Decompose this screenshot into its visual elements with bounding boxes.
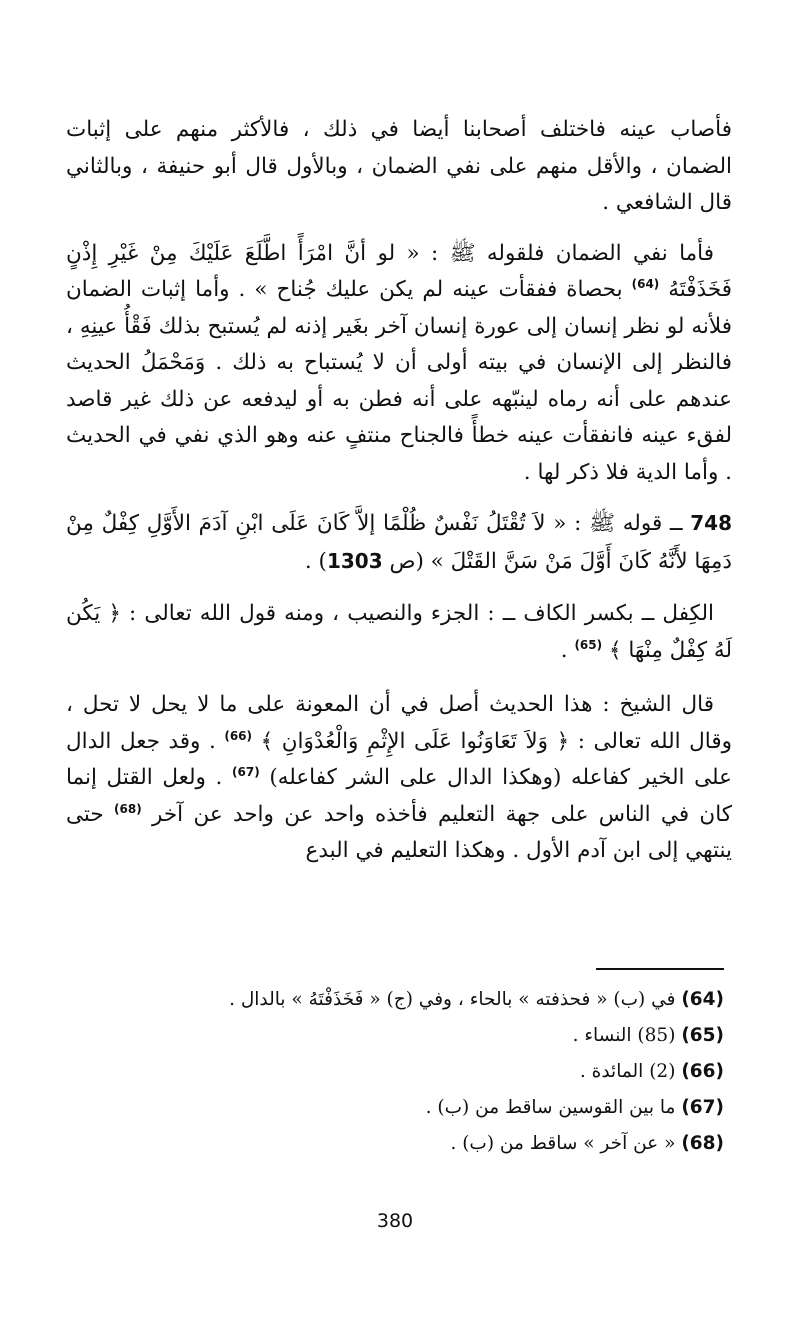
page-number: 380	[376, 1210, 414, 1232]
paragraph-1	[66, 112, 732, 222]
footnote-text: في (ب) « فحذفته » بالحاء ، وفي (ج) « فَخَذَفْتَهُ » بالدال .	[229, 989, 676, 1010]
footnote-number: (64)	[681, 989, 724, 1010]
footnote-number: (68)	[681, 1133, 724, 1154]
hadith-number: 748	[690, 511, 732, 535]
footnote-text: ما بين القوسين ساقط من (ب) .	[425, 1097, 676, 1118]
paragraph-sheikh-text-b: . وقد جعل الدال على الخير كفاعله (وهكذا الدال على الشر كفاعله)	[66, 728, 732, 790]
hadith-text-end: ) .	[304, 548, 327, 574]
footnote-ref-68: (68)	[114, 801, 142, 816]
footnote-ref-66: (66)	[224, 728, 253, 743]
page-body	[66, 112, 732, 870]
paragraph-kifl	[66, 596, 732, 669]
paragraph-sheikh-text-d: حتى ينتهي إلى ابن آدم الأول . وهكذا التعليم في البدع	[66, 801, 732, 863]
footnote-separator	[596, 968, 724, 970]
footnote-item	[124, 1054, 724, 1090]
footnote-text: (85) النساء .	[572, 1025, 676, 1046]
paragraph-1-text: فأصاب عينه فاختلف أصحابنا أيضا في ذلك ، فالأكثر منهم على إثبات الضمان ، والأقل منهم على نفي الضمان ، وبالأول قال أبو حنيفة ، وبالثاني قال الشافعي .	[66, 117, 732, 215]
paragraph-sheikh-text-c: . ولعل القتل إنما كان في الناس على جهة التعليم فأخذه واحد عن واحد عن آخر	[66, 765, 733, 827]
footnote-number: (65)	[681, 1025, 724, 1046]
footnote-item	[124, 1018, 724, 1054]
footnote-ref-67: (67)	[232, 764, 260, 779]
footnote-ref-65: (65)	[574, 637, 603, 652]
paragraph-sheikh-text-a: قال الشيخ : هذا الحديث أصل في أن المعونة على ما لا يحل لا تحل ، وقال الله تعالى : ﴿ وَلاَ تَعَاوَنُوا عَلَى الإِثْمِ وَالْعُدْوَانِ ﴾	[66, 692, 732, 754]
paragraph-hadith-748	[66, 505, 732, 580]
footnote-number: (67)	[681, 1097, 724, 1118]
paragraph-2	[66, 236, 732, 492]
paragraph-2-text-a: فأما نفي الضمان فلقوله ﷺ : « لو أنَّ امْرَأً اطَّلَعَ عَلَيْكَ مِنْ غَيْرِ إِذْنٍ فَخَذَفْتَهُ	[66, 240, 732, 302]
paragraph-2-text-b: بحصاة ففقأت عينه لم يكن عليك جُناح » . وأما إثبات الضمان فلأنه لو نظر إنسان إلى عورة إنسان آخر بغَير إذنه لم يُستبح بذلك فَقْأُ عينِهِ ، فالنظر إلى الإنسان في بيته أولى أن لا يُستباح به ذلك . وَمَحْمَلُ الحديث عندهم على أنه رماه لينبّهه على أنه فطن به أو ليدفعه عن ذلك غير قاصد لفقء عينه فانفقأت عينه خطأً فالجناح منتفٍ عنه وهو الذي نفي في الحديث . وأما الدية فلا ذكر لها .	[66, 277, 732, 485]
footnote-ref-64: (64)	[631, 276, 660, 291]
footnote-item	[124, 1090, 724, 1126]
footnote-item	[124, 1126, 724, 1162]
footnote-item	[124, 982, 724, 1018]
paragraph-kifl-text: الكِفل ــ بكسر الكاف ــ : الجزء والنصيب ، ومنه قول الله تعالى : ﴿ يَكُن لَهُ كِفْلٌ مِنْهَا ﴾	[66, 601, 732, 663]
page-reference: 1303	[326, 548, 383, 573]
hadith-text: ــ قوله ﷺ : « لاَ تُقْتَلُ نَفْسٌ ظُلْمًا إلاَّ كَانَ عَلَى ابْنِ آدَمَ الأَوَّلِ كِفْلٌ مِنْ دَمِهَا لأَنَّهُ كَانَ أَوَّلَ مَنْ سَنَّ القَتْلَ » (ص	[66, 511, 732, 574]
footnotes	[124, 982, 724, 1162]
paragraph-kifl-end: .	[560, 637, 568, 663]
footnote-text: « عن آخر » ساقط من (ب) .	[450, 1133, 676, 1154]
paragraph-sheikh	[66, 687, 732, 870]
footnote-text: (2) المائدة .	[579, 1061, 676, 1082]
footnote-number: (66)	[681, 1061, 724, 1082]
